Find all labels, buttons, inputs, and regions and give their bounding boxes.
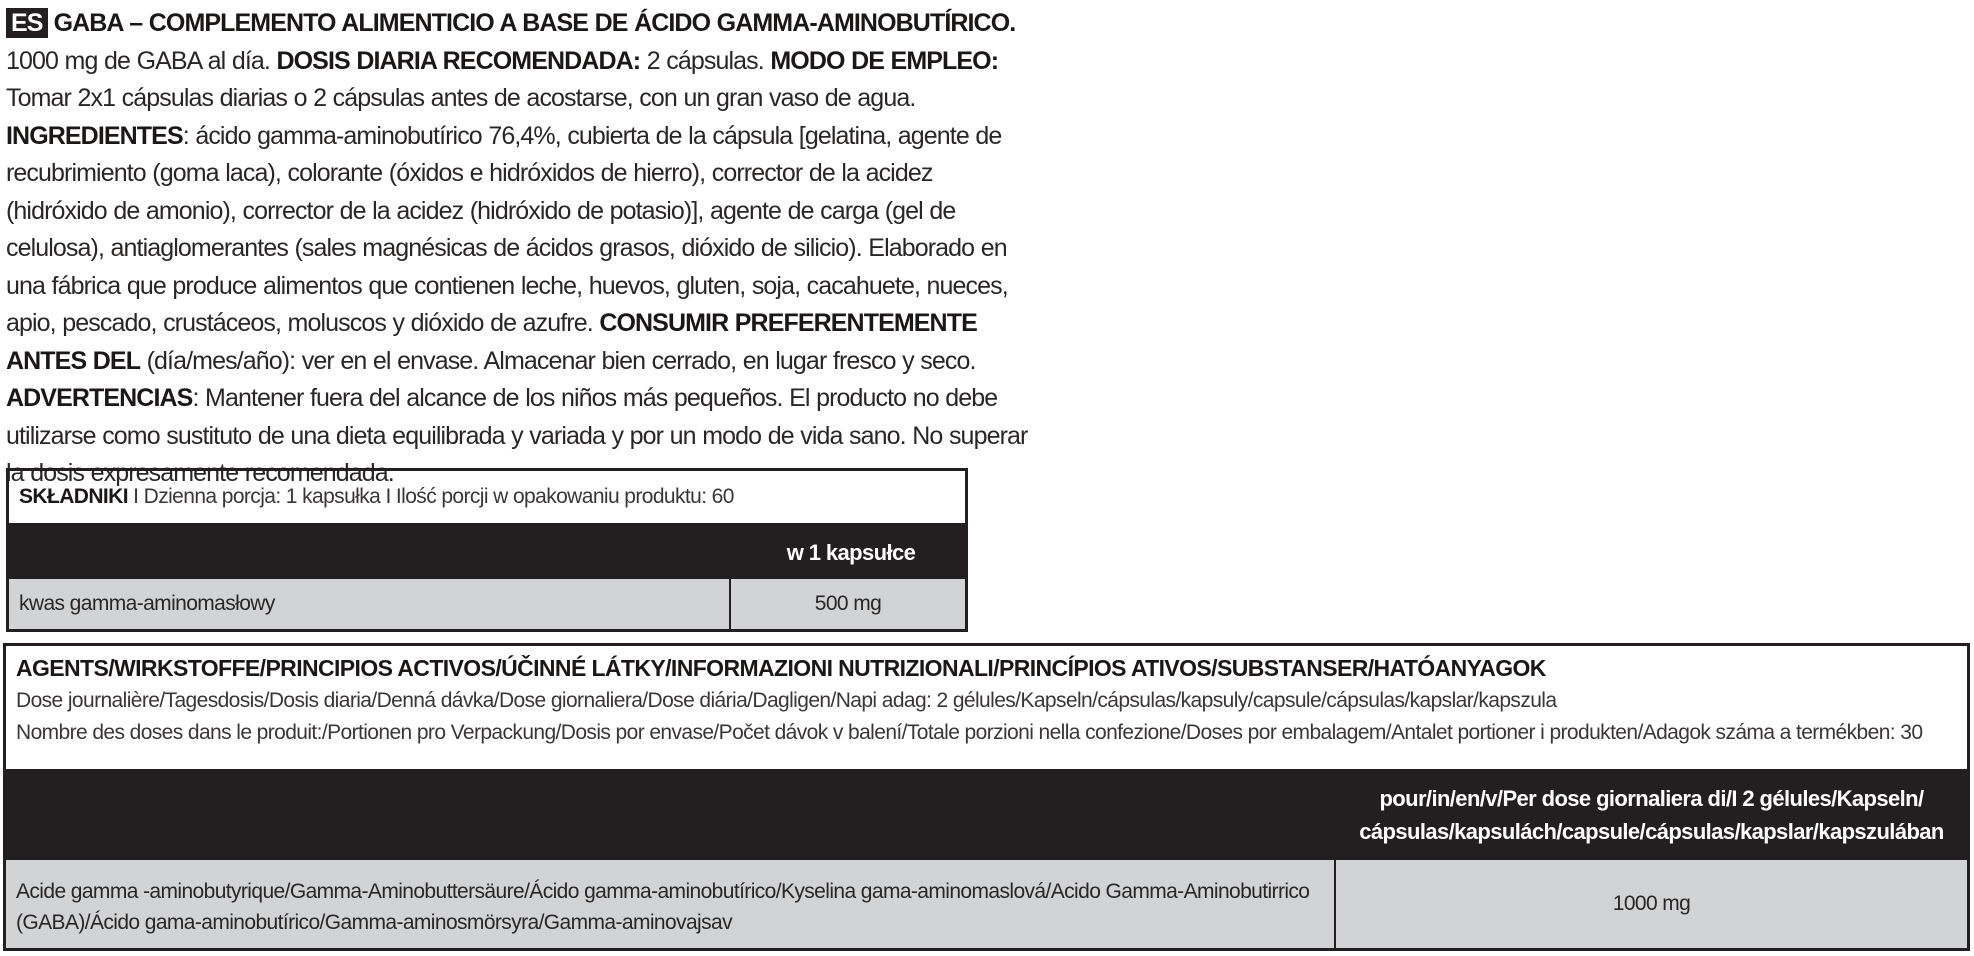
ml-ingredient-name <box>6 860 1336 948</box>
pl-ingredient-name: kwas gamma-aminomasłowy <box>9 579 731 629</box>
es-dose-text: 2 cápsulas. <box>640 46 771 75</box>
ml-column-header-line: cápsulas/kapsulách/capsule/cápsulas/kapslar/kapszulában <box>1359 819 1944 844</box>
pl-table-header <box>9 471 965 526</box>
pl-table-title: SKŁADNIKI <box>19 485 128 508</box>
es-storage-text: (día/mes/año): ver en el envase. Almacenar bien cerrado, en lugar fresco y seco. <box>140 346 976 375</box>
ml-column-header-line: pour/in/en/v/Per dose giornaliera di/I 2 gélules/Kapseln/ <box>1379 786 1924 811</box>
es-warnings-text: : Mantener fuera del alcance de los niños más pequeños. El producto no debe utilizarse como sustituto de una dieta equilibrada y variada y por un modo de vida sano. No superar la dosis expresamente recomendada. <box>6 384 1028 487</box>
es-ingredients-heading: INGREDIENTES <box>6 121 183 150</box>
separator: I <box>127 485 144 508</box>
ml-table-title: AGENTS/WIRKSTOFFE/PRINCIPIOS ACTIVOS/ÚČINNÉ LÁTKY/INFORMAZIONI NUTRIZIONALI/PRINCÍPIOS ATIVOS/SUBSTANSER/HATÓANYAGOK <box>16 655 1546 681</box>
ml-portions-count: Nombre des doses dans le produit:/Portionen pro Verpackung/Dosis por envase/Počet dávok v balení/Totale porzioni nella confezione/Doses por embalagem/Antalet portioner i produkten/Adagok száma a termékben: 30 <box>16 721 1923 744</box>
pl-ingredients-table <box>6 468 968 632</box>
pl-daily-portion: Dzienna porcja: 1 kapsułka <box>143 485 381 508</box>
ml-daily-dose: Dose journalière/Tagesdosis/Dosis diaria/Denná dávka/Dose giornaliera/Dose diária/Dagligen/Napi adag: 2 gélules/Kapseln/cápsulas/kapsuly/capsule/cápsulas/kapslar/kapszula <box>16 689 1557 712</box>
table-row <box>9 579 965 629</box>
ml-table-header <box>6 646 1967 769</box>
es-product-title: GABA – COMPLEMENTO ALIMENTICIO A BASE DE ÁCIDO GAMMA-AMINOBUTÍRICO. <box>53 9 1016 37</box>
es-daily-amount: 1000 mg de GABA al día. <box>6 46 277 75</box>
multilingual-ingredients-table <box>3 643 1970 951</box>
es-best-before-heading: CONSUMIR PREFERENTEMENTE ANTES DEL <box>6 309 977 375</box>
pl-column-header: w 1 kapsułce <box>786 540 916 565</box>
ml-ingredient-value: 1000 mg <box>1612 892 1691 915</box>
es-usage-heading: MODO DE EMPLEO: <box>770 46 999 75</box>
pl-portions-count: Ilość porcji w opakowaniu produktu: 60 <box>395 485 734 508</box>
es-ingredients-text: : ácido gamma-aminobutírico 76,4%, cubierta de la cápsula [gelatina, agente de recubrimiento (goma laca), colorante (óxidos e hidróxidos de hierro), corrector de la acidez (hidróxido de amonio), corrector de la acidez (hidróxido de potasio)], agente de carga (gel de celulosa), antiaglomerantes (sales magnésicas de ácidos grasos, dióxido de silicio). Elaborado en una fábrica que produce alimentos que contienen leche, huevos, gluten, soja, cacahuete, nueces, apio, pescado, crustáceos, moluscos y dióxido de azufre. <box>6 121 1008 337</box>
es-label-text <box>6 5 1036 493</box>
es-dose-heading: DOSIS DIARIA RECOMENDADA: <box>276 46 641 75</box>
table-row <box>6 860 1967 948</box>
ml-ingredient-name-line: (GABA)/Ácido gama-aminobutírico/Gamma-aminosmörsyra/Gamma-aminovajsav <box>16 911 732 934</box>
pl-ingredient-value: 500 mg <box>814 592 882 615</box>
ml-column-header <box>1336 782 1967 848</box>
separator: I <box>380 485 396 508</box>
es-warnings-heading: ADVERTENCIAS <box>6 384 193 412</box>
pl-column-header-row <box>9 526 965 579</box>
es-usage-text: Tomar 2x1 cápsulas diarias o 2 cápsulas antes de acostarse, con un gran vaso de agua. <box>6 84 916 112</box>
language-badge: ES <box>6 8 48 38</box>
ml-column-header-row <box>6 769 1967 860</box>
ml-ingredient-name-line: Acide gamma -aminobutyrique/Gamma-Aminobuttersäure/Ácido gamma-aminobutírico/Kyselina gama-aminomaslová/Acido Gamma-Aminobutirrico <box>16 880 1310 903</box>
